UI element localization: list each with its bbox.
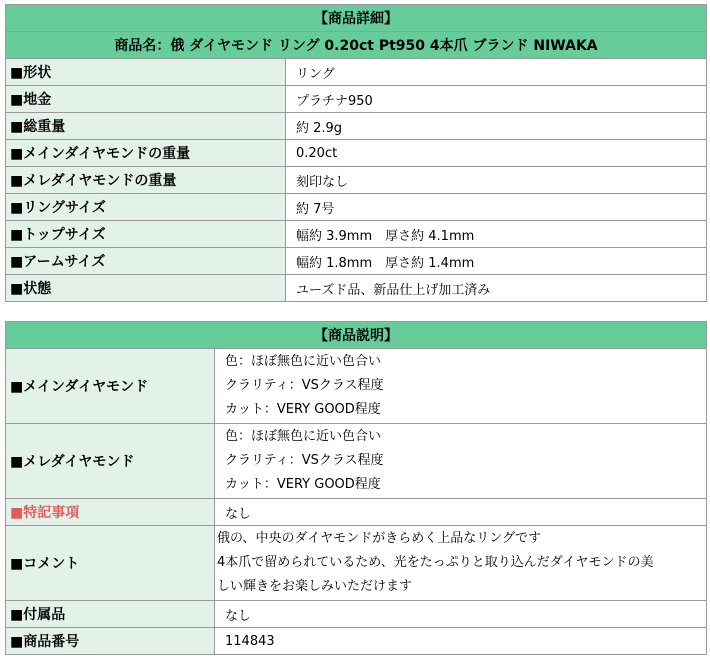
mele-diamond-label: ■メレダイヤモンド [6, 424, 215, 499]
special-notes-row [6, 499, 707, 526]
mele-diamond-spec [215, 424, 707, 499]
detail-label: ■状態 [6, 275, 286, 302]
detail-value: 約 7号 [286, 194, 707, 221]
main-diamond-label: ■メインダイヤモンド [6, 349, 215, 424]
product-number-row [6, 628, 707, 655]
detail-label: ■メレダイヤモンドの重量 [6, 167, 286, 194]
product-number-label: ■商品番号 [6, 628, 215, 655]
detail-label: ■形状 [6, 59, 286, 86]
product-number-value: 114843 [215, 628, 707, 655]
detail-row-ring-size [6, 194, 707, 221]
main-diamond-row [6, 349, 707, 424]
detail-value: リング [286, 59, 707, 86]
detail-row-arm-size [6, 248, 707, 275]
detail-value: 幅約 3.9mm 厚さ約 4.1mm [286, 221, 707, 248]
spec-line: クラリティ：VSクラス程度 [225, 378, 384, 393]
comment-text [215, 526, 707, 601]
detail-row-total-weight [6, 113, 707, 140]
detail-label: ■総重量 [6, 113, 286, 140]
spec-line: クラリティ：VSクラス程度 [225, 453, 384, 468]
accessories-label: ■付属品 [6, 601, 215, 628]
detail-value: 約 2.9g [286, 113, 707, 140]
detail-row-top-size [6, 221, 707, 248]
detail-label: ■トップサイズ [6, 221, 286, 248]
spec-line: 色：ほぼ無色に近い色合い [225, 429, 382, 444]
detail-row-condition [6, 275, 707, 302]
comment-row [6, 526, 707, 601]
detail-value: ユーズド品、新品仕上げ加工済み [286, 275, 707, 302]
product-detail-table [5, 4, 707, 302]
special-notes-value: なし [215, 499, 707, 526]
detail-label: ■地金 [6, 86, 286, 113]
comment-label: ■コメント [6, 526, 215, 601]
detail-value: プラチナ950 [286, 86, 707, 113]
detail-header: 【商品詳細】 [6, 5, 707, 32]
detail-value: 刻印なし [286, 167, 707, 194]
spec-line: カット：VERY GOOD程度 [225, 477, 381, 492]
detail-value: 幅約 1.8mm 厚さ約 1.4mm [286, 248, 707, 275]
accessories-value: なし [215, 601, 707, 628]
detail-row-main-diamond-weight [6, 140, 707, 167]
detail-label: ■リングサイズ [6, 194, 286, 221]
special-notes-label: ■特記事項 [6, 499, 215, 526]
comment-line: しい輝きをお楽しみいただけます [217, 579, 413, 594]
main-diamond-spec [215, 349, 707, 424]
product-name: 商品名：俄 ダイヤモンド リング 0.20ct Pt950 4本爪 ブランド NIWAKA [6, 32, 707, 59]
detail-value: 0.20ct [286, 140, 707, 167]
detail-label: ■メインダイヤモンドの重量 [6, 140, 286, 167]
mele-diamond-row [6, 424, 707, 499]
product-description-table [5, 321, 707, 655]
detail-row-metal [6, 86, 707, 113]
spec-line: 色：ほぼ無色に近い色合い [225, 354, 382, 369]
spec-line: カット：VERY GOOD程度 [225, 402, 381, 417]
detail-row-mele-diamond-weight [6, 167, 707, 194]
accessories-row [6, 601, 707, 628]
detail-row-shape [6, 59, 707, 86]
comment-line: 俄の、中央のダイヤモンドがきらめく上品なリングです [217, 531, 541, 546]
description-header: 【商品説明】 [6, 322, 707, 349]
comment-line: 4本爪で留められているため、光をたっぷりと取り込んだダイヤモンドの美 [217, 555, 654, 570]
detail-label: ■アームサイズ [6, 248, 286, 275]
